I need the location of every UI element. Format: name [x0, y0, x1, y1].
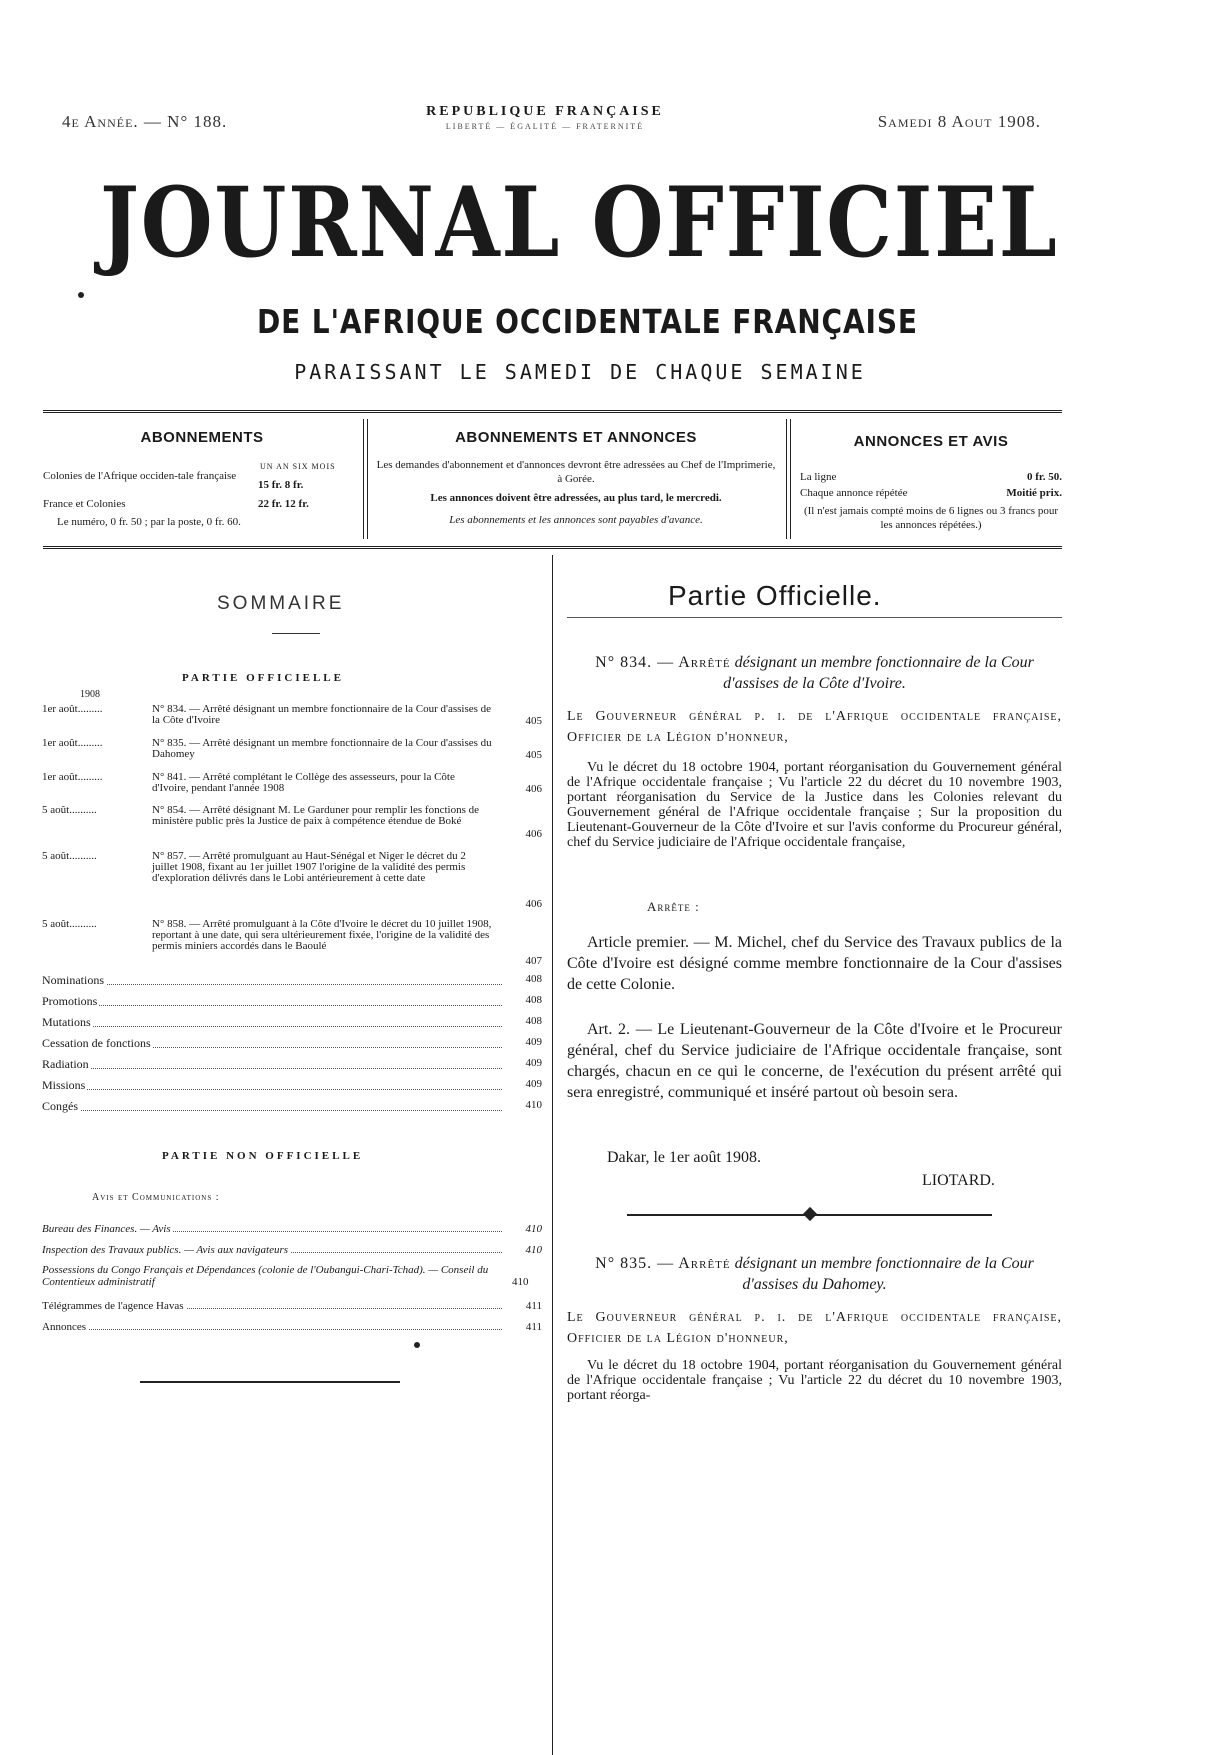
rate-label-colonies: Colonies de l'Afrique occiden-tale française: [43, 470, 237, 482]
arrete-834-subject: désignant un membre fonctionnaire de la Cour d'assises de la Côte d'Ivoire.: [723, 654, 1034, 692]
toc-date: 1er août.........: [42, 703, 103, 715]
toc-text: N° 857. — Arrêté promulguant au Haut-Sénégal et Niger le décret du 2 juillet 1908, fixant au 1er juillet 1907 l'origine de la validité des permis d'exploration délivrés dans le Lobi antérieurement à cette date: [152, 850, 466, 884]
avis-line: [42, 1300, 542, 1312]
closing-fleuron: [140, 1381, 400, 1383]
avis-label: Annonces: [42, 1321, 86, 1333]
toc-text: N° 858. — Arrêté promulguant à la Côte d'Ivoire le décret du 10 juillet 1908, reportant à une date, qui sera ultérieurement fixée, l'origine de la validité des permis miniers accordés dans le Baoulé: [152, 918, 492, 952]
arrete-835-governor: Le Gouverneur général p. i. de l'Afrique occidentale française, Officier de la Légion d'honneur,: [567, 1310, 1062, 1346]
avis-page: 410: [525, 1244, 542, 1256]
toc-date: 1er août.........: [42, 771, 103, 783]
republic-label: REPUBLIQUE FRANÇAISE: [426, 104, 664, 119]
avis-page: 410: [525, 1223, 542, 1235]
avis-line: [42, 1244, 542, 1256]
toc-line-label: Missions: [42, 1078, 86, 1092]
journal-subtitle: DE L'AFRIQUE OCCIDENTALE FRANÇAISE: [257, 302, 918, 341]
arrete-834-signature: LIOTARD.: [922, 1172, 995, 1189]
arrete-834-arrete: Arrête :: [647, 899, 700, 914]
toc-line: [42, 1078, 542, 1093]
toc-page: 406: [525, 898, 542, 910]
avis-label: Bureau des Finances. — Avis: [42, 1223, 171, 1235]
arrete-834-article-2: Art. 2. — Le Lieutenant-Gouverneur de la Côte d'Ivoire et le Procureur général, chef du Service judiciaire de l'Afrique occidentale française, sont chargés, chacun en ce qui le concerne, de l'exécution du présent arrêté qui sera enregistré, communiqué et inséré partout où besoin sera.: [567, 1021, 1062, 1101]
minimum-lines-note: (Il n'est jamais compté moins de 6 lignes ou 3 francs pour les annonces répétées.): [803, 505, 1058, 531]
non-officielle-heading: PARTIE NON OFFICIELLE: [162, 1150, 364, 1162]
subscription-box: [43, 410, 1062, 549]
toc-line-page: 408: [525, 994, 542, 1006]
column-rule: [552, 555, 553, 1755]
toc-line-label: Nominations: [42, 973, 104, 987]
title-rule: [272, 633, 320, 634]
toc-line-page: 408: [525, 1015, 542, 1027]
republic-motto: LIBERTÉ — ÉGALITÉ — FRATERNITÉ: [445, 122, 645, 131]
toc-line-label: Promotions: [42, 994, 98, 1008]
avis-page: 411: [525, 1321, 542, 1333]
avis-label: Télégrammes de l'agence Havas: [42, 1300, 184, 1312]
abonnements-annonces-heading: ABONNEMENTS ET ANNONCES: [455, 429, 697, 446]
box-divider: [786, 419, 791, 539]
toc-line: [42, 1099, 542, 1114]
toc-text: N° 854. — Arrêté désignant M. Le Garduner pour remplir les fonctions de ministère public près la Justice de paix à compétence étendue de Boké: [152, 804, 479, 827]
toc-line-label: Radiation: [42, 1057, 89, 1071]
avis-heading: Avis et Communications :: [92, 1192, 220, 1203]
avis-page: 410: [512, 1276, 529, 1288]
issue-number: 4e Année. — N° 188.: [62, 112, 228, 131]
avis-congo-label: Possessions du Congo Français et Dépendances (colonie de l'Oubangui-Chari-Tchad). — Conseil du Contentieux administratif: [42, 1264, 489, 1288]
arrete-834-number: N° 834. — Arrêté: [595, 654, 731, 671]
avis-label: Inspection des Travaux publics. — Avis aux navigateurs: [42, 1244, 289, 1256]
toc-line-label: Cessation de fonctions: [42, 1036, 151, 1050]
ornament-dot: [414, 1342, 420, 1348]
journal-tagline: PARAISSANT LE SAMEDI DE CHAQUE SEMAINE: [294, 360, 866, 384]
period-header: UN AN SIX MOIS: [260, 462, 336, 471]
annonces-heading: ANNONCES ET AVIS: [853, 433, 1009, 450]
toc-line-label: Congés: [42, 1099, 78, 1113]
repeat-rate-label: Chaque annonce répétée: [800, 487, 908, 499]
divider-diamond: [803, 1207, 817, 1221]
avis-page: 411: [525, 1300, 542, 1312]
partie-officielle-title: Partie Officielle.: [668, 580, 882, 611]
ornament-dot: [78, 292, 84, 298]
section-rule: [567, 617, 1062, 618]
toc-line-page: 409: [525, 1078, 542, 1090]
payment-notice: Les abonnements et les annonces sont payables d'avance.: [449, 514, 703, 526]
toc-page: 405: [525, 715, 542, 727]
abonnements-heading: ABONNEMENTS: [140, 429, 264, 446]
toc-date: 5 août..........: [42, 850, 97, 862]
arrete-834-title: [567, 652, 1062, 694]
toc-line: [42, 1036, 542, 1051]
rate-label-france: France et Colonies: [43, 498, 126, 510]
requests-notice: Les demandes d'abonnement et d'annonces devront être adressées au Chef de l'Imprimerie, à Gorée.: [376, 459, 776, 485]
toc-line: [42, 994, 542, 1009]
arrete-835-visas: Vu le décret du 18 octobre 1904, portant réorganisation du Gouvernement général de l'Afrique occidentale française ; Vu l'article 22 du décret du 10 novembre 1903, portant réorga-: [567, 1358, 1062, 1403]
toc-page: 406: [525, 783, 542, 795]
line-rate-value: 0 fr. 50.: [1026, 471, 1062, 483]
rate-value-france: 22 fr. 12 fr.: [258, 498, 309, 510]
toc-date: 5 août..........: [42, 918, 97, 930]
republic-banner: [355, 104, 735, 131]
officielle-heading: PARTIE OFFICIELLE: [182, 672, 344, 684]
arrete-835-title: [567, 1253, 1062, 1295]
abonnements-column: [43, 413, 361, 546]
toc-line: [42, 1057, 542, 1072]
toc-text: N° 835. — Arrêté désignant un membre fonctionnaire de la Cour d'assises du Dahomey: [152, 737, 492, 760]
rate-value-colonies: 15 fr. 8 fr.: [258, 479, 304, 491]
toc-line: [42, 973, 542, 988]
toc-line-page: 409: [525, 1036, 542, 1048]
abonnements-annonces-column: [376, 413, 776, 546]
arrete-834-visas: Vu le décret du 18 octobre 1904, portant réorganisation du Gouvernement général de l'Afrique occidentale française ; Vu l'article 22 du décret du 10 novembre 1903, portant réorganisation du Service de la Justice dans les Colonies relevant du Gouvernement général de l'Afrique occidentale française ; Sur la proposition du Lieutenant-Gouverneur de la Côte d'Ivoire et sur l'avis conforme du Procureur général, chef du Service judiciaire de l'Afrique occidentale française,: [567, 760, 1062, 850]
single-issue-price: Le numéro, 0 fr. 50 ; par la poste, 0 fr. 60.: [57, 516, 241, 528]
arrete-835-subject: désignant un membre fonctionnaire de la Cour d'assises du Dahomey.: [734, 1255, 1034, 1293]
arrete-834-governor: Le Gouverneur général p. i. de l'Afrique occidentale française, Officier de la Légion d'honneur,: [567, 709, 1062, 745]
journal-title: JOURNAL OFFICIEL: [100, 166, 1059, 279]
repeat-rate-value: Moitié prix.: [1006, 487, 1062, 499]
toc-page: 407: [525, 955, 542, 967]
toc-line-page: 410: [525, 1099, 542, 1111]
toc-text: N° 841. — Arrêté complétant le Collège des assesseurs, pour la Côte d'Ivoire, pendant l'année 1908: [152, 771, 455, 794]
toc-date: 1er août.........: [42, 737, 103, 749]
line-rate-label: La ligne: [800, 471, 837, 483]
toc-page: 406: [525, 828, 542, 840]
avis-line: [42, 1321, 542, 1333]
arrete-834-place-date: Dakar, le 1er août 1908.: [607, 1149, 761, 1166]
arrete-834-article-1: Article premier. — M. Michel, chef du Service des Travaux publics de la Côte d'Ivoire est désigné comme membre fonctionnaire de la Cour d'assises de cette Colonie.: [567, 934, 1062, 993]
arrete-835-number: N° 835. — Arrêté: [595, 1255, 731, 1272]
toc-page: 405: [525, 749, 542, 761]
box-divider: [363, 419, 368, 539]
toc-date: 5 août..........: [42, 804, 97, 816]
toc-line-page: 408: [525, 973, 542, 985]
toc-text: N° 834. — Arrêté désignant un membre fonctionnaire de la Cour d'assises de la Côte d'Ivoire: [152, 703, 492, 726]
deadline-notice: Les annonces doivent être adressées, au plus tard, le mercredi.: [430, 492, 722, 504]
sommaire-year: 1908: [80, 689, 100, 700]
toc-line-page: 409: [525, 1057, 542, 1069]
toc-line: [42, 1015, 542, 1030]
sommaire-title: SOMMAIRE: [217, 593, 345, 614]
avis-line: [42, 1223, 542, 1235]
annonces-column: [800, 413, 1062, 546]
toc-line-label: Mutations: [42, 1015, 91, 1029]
issue-date: Samedi 8 Aout 1908.: [877, 112, 1041, 131]
